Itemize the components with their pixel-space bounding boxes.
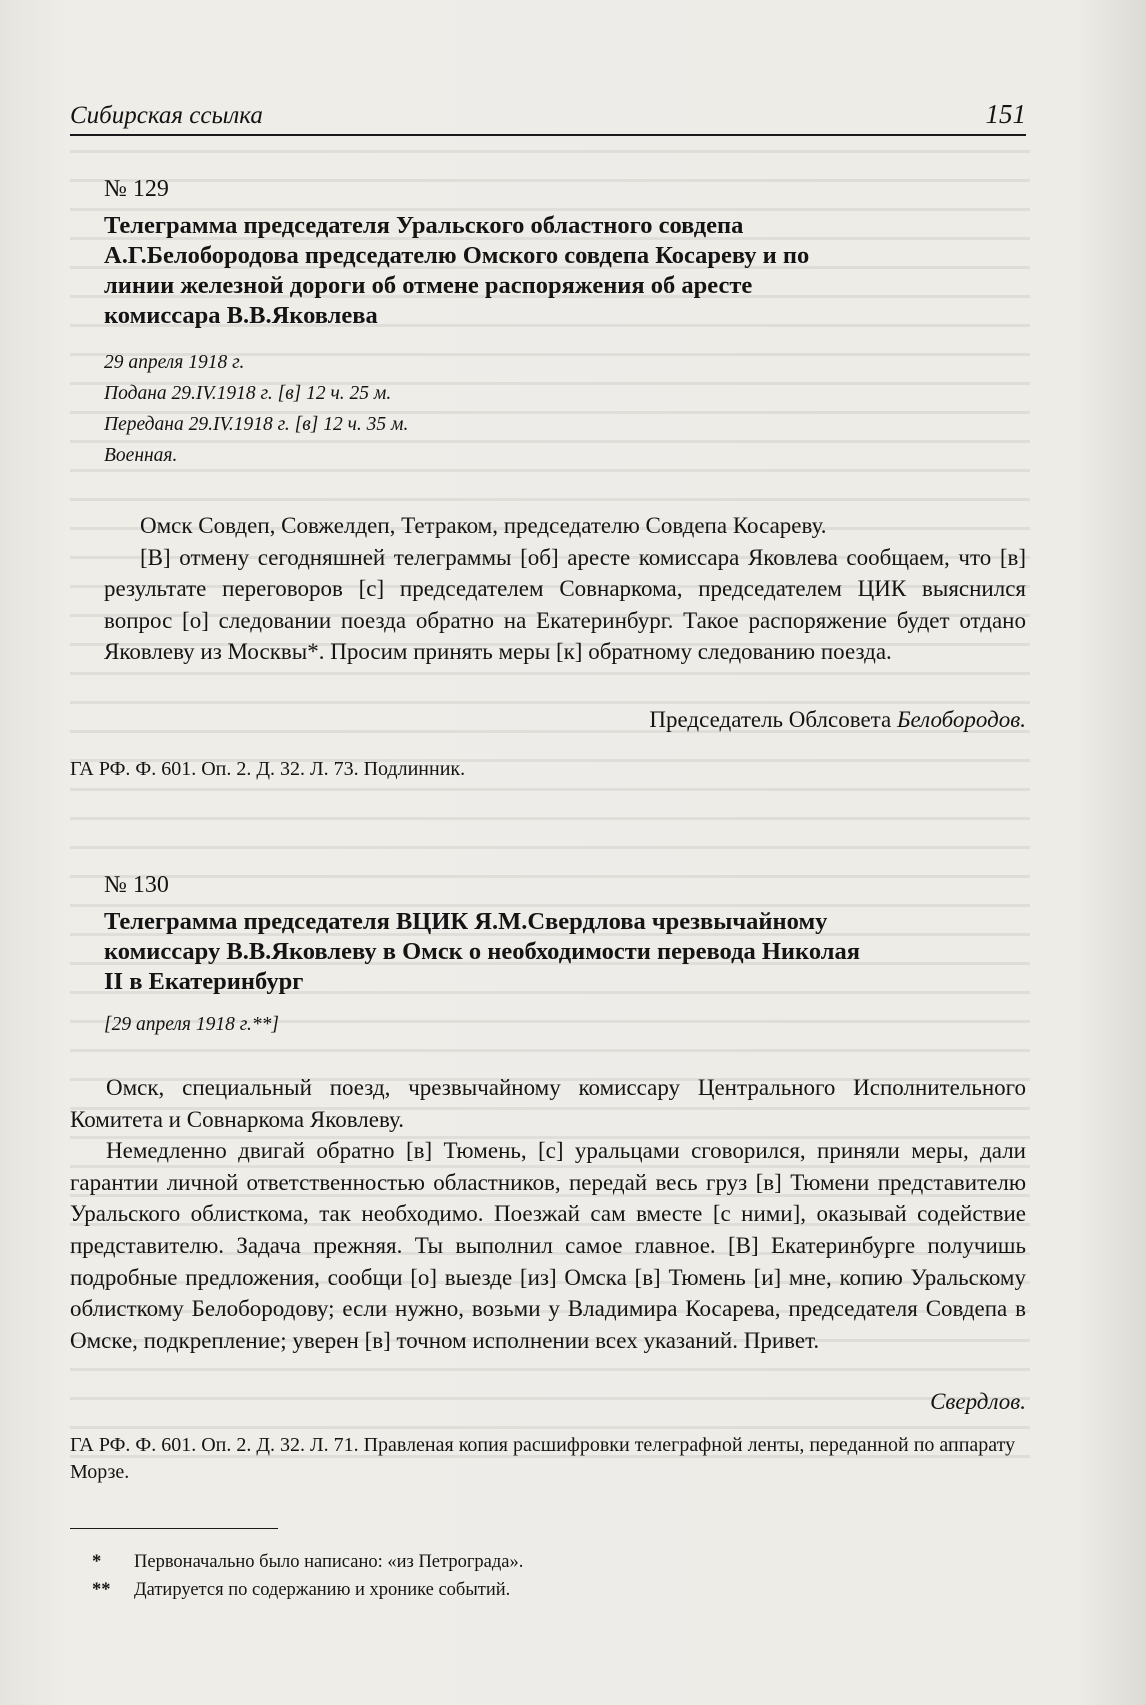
footnote-text: Первоначально было написано: «из Петрограда». bbox=[134, 1552, 524, 1572]
document-130 bbox=[104, 872, 1026, 1040]
footnote bbox=[92, 1548, 523, 1576]
doc-date: [29 апреля 1918 г.**] bbox=[104, 1014, 280, 1035]
paragraph: Немедленно двигай обратно [в] Тюмень, [с] уральцами сговорился, приняли меры, дали гарантии личной ответственностью областников, передай весь груз [в] Тюмени представителю Уральского облисткома, так необходимо. Поезжай сам вместе [с ними], оказывай содействие представителю. Задача прежняя. Ты выполнил самое главное. [В] Екатеринбурге получишь подробные предложения, сообщи [о] выезде [из] Омска [в] Тюмень [и] мне, копию Уральскому облисткому Белобородову; если нужно, возьми у Владимира Косарева, председателя Совдепа в Омске, подкрепление; уверен [в] точном исполнении всех указаний. Привет. bbox=[70, 1138, 1026, 1353]
doc-transmitted: Передана 29.IV.1918 г. [в] 12 ч. 35 м. bbox=[104, 414, 409, 435]
signature-name: Белобородов. bbox=[896, 707, 1026, 732]
doc-category: Военная. bbox=[104, 445, 178, 466]
paragraph: Омск, специальный поезд, чрезвычайному комиссару Центрального Исполнительного Комитета и Совнаркома Яковлеву. bbox=[70, 1075, 1026, 1132]
doc-meta bbox=[104, 347, 1026, 471]
page-number: 151 bbox=[985, 99, 1026, 129]
doc-title: Телеграмма председателя ВЦИК Я.М.Свердлова чрезвычайному комиссару В.В.Яковлеву в Омск о необходимости перевода Николая II в Екатеринбург bbox=[104, 908, 861, 995]
document-129 bbox=[104, 176, 1026, 471]
doc-129-body bbox=[104, 510, 1026, 668]
footnote-rule bbox=[70, 1528, 278, 1529]
footnotes bbox=[92, 1548, 523, 1604]
page-header bbox=[70, 98, 1026, 136]
signature-name: Свердлов. bbox=[930, 1389, 1026, 1414]
doc-number: № 130 bbox=[104, 872, 169, 898]
doc-title: Телеграмма председателя Уральского областного совдепа А.Г.Белобородова председателю Омского совдепа Косареву и по линии железной дороги об отмене распоряжения об аресте комиссара В.В.Яковлева bbox=[104, 212, 810, 329]
paragraph: [В] отмену сегодняшней телеграммы [об] аресте комиссара Яковлева сообщаем, что [в] результате переговоров [с] председателем Совнаркома, председателем ЦИК выяснился вопрос [о] следовании поезда обратно на Екатеринбург. Такое распоряжение будет отдано Яковлеву из Москвы*. Просим принять меры [к] обратному следованию поезда. bbox=[104, 544, 1026, 665]
footnote-mark: ** bbox=[92, 1580, 111, 1600]
doc-129-source: ГА РФ. Ф. 601. Оп. 2. Д. 32. Л. 73. Подлинник. bbox=[70, 758, 466, 780]
footnote bbox=[92, 1576, 523, 1604]
doc-130-body bbox=[70, 1072, 1026, 1356]
signature-position: Председатель Облсовета bbox=[649, 707, 897, 732]
paragraph: Омск Совдеп, Совжелдеп, Тетраком, председателю Совдепа Косареву. bbox=[140, 513, 827, 538]
doc-submitted: Подана 29.IV.1918 г. [в] 12 ч. 25 м. bbox=[104, 383, 392, 404]
doc-date: 29 апреля 1918 г. bbox=[104, 352, 245, 373]
running-title: Сибирская ссылка bbox=[70, 102, 263, 129]
doc-130-signature bbox=[104, 1386, 1026, 1417]
footnote-mark: * bbox=[92, 1552, 102, 1572]
doc-129-signature bbox=[104, 704, 1026, 735]
doc-meta bbox=[104, 1009, 1026, 1040]
doc-130-source: ГА РФ. Ф. 601. Оп. 2. Д. 32. Л. 71. Правленая копия расшифровки телеграфной ленты, переданной по аппарату Морзе. bbox=[70, 1434, 1016, 1483]
footnote-text: Датируется по содержанию и хронике событий. bbox=[134, 1580, 511, 1600]
doc-number: № 129 bbox=[104, 176, 169, 202]
